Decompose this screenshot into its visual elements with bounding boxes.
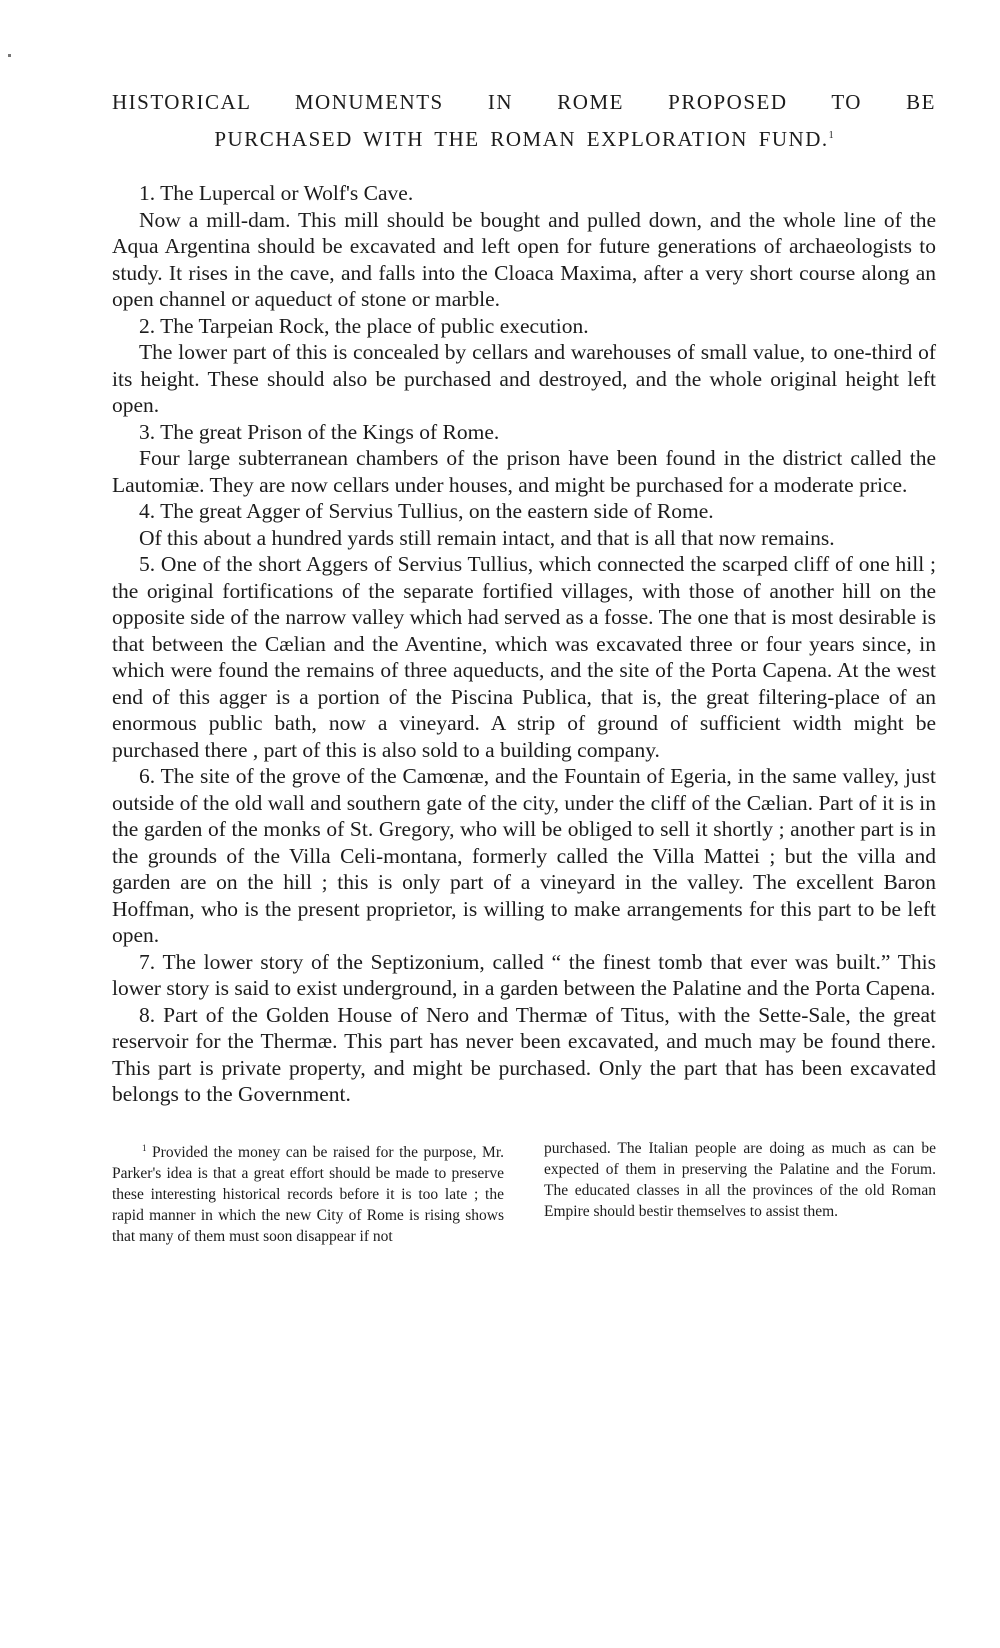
item-4-heading: 4. The great Agger of Servius Tullius, on the eastern side of Rome. <box>139 499 714 523</box>
item-1-body: Now a mill-dam. This mill should be bought and pulled down, and the whole line of the Aqua Argentina should be excavated and left open for future generations of archaeologists to study. It rises in the cave, and falls into the Cloaca Maxima, after a very short course along an open channel or aqueduct of stone or marble. <box>112 207 936 311</box>
item-8-paragraph: 8. Part of the Golden House of Nero and Thermæ of Titus, with the Sette-Sale, the great reservoir for the Thermæ. This part has never been excavated, and much may be found there. This part is private property, and might be purchased. Only the part that has been excavated belongs to the Government. <box>112 1002 936 1106</box>
title-footnote-ref: 1 <box>828 130 834 141</box>
title-line-2-text: PURCHASED WITH THE ROMAN EXPLORATION FUND. <box>214 127 829 151</box>
item-3-heading: 3. The great Prison of the Kings of Rome. <box>139 419 500 444</box>
item-1-heading: 1. The Lupercal or Wolf's Cave. <box>139 181 414 205</box>
footnote-text-1: Provided the money can be raised for the purpose, Mr. Parker's idea is that a great effort should be made to preserve these interesting historical records before it is too late ; the rapid manner in which the new City of Rome is rising shows that many of them must soon disappear if not <box>112 1143 505 1245</box>
item-7-paragraph: 7. The lower story of the Septizonium, called “ the finest tomb that ever was built.” This lower story is said to exist underground, in a garden between the Palatine and the Porta Capena. <box>112 949 936 1000</box>
footnote-column-1 <box>112 1138 504 1247</box>
footnote-column-2 <box>544 1138 936 1247</box>
scan-speck <box>8 54 11 57</box>
item-2-body: The lower part of this is concealed by cellars and warehouses of small value, to one-third of its height. These should also be purchased and destroyed, and the whole original height left open. <box>112 340 936 417</box>
item-2-heading: 2. The Tarpeian Rock, the place of public execution. <box>139 313 589 338</box>
footnote-text-2: purchased. The Italian people are doing as much as can be expected of them in preserving the Palatine and the Forum. The educated classes in all the provinces of the old Roman Empire should bestir themselves to assist them. <box>544 1139 936 1220</box>
item-6-paragraph: 6. The site of the grove of the Camœnæ, and the Fountain of Egeria, in the same valley, just outside of the old wall and southern gate of the city, under the cliff of the Cælian. Part of it is in the garden of the monks of St. Gregory, who will be obliged to sell it shortly ; another part is in the grounds of the Villa Celi-montana, formerly called the Villa Mattei ; but the villa and garden are on the hill ; this is only part of a vineyard in the valley. The excellent Baron Hoffman, who is the present proprietor, is willing to make arrangements for this part to be left open. <box>112 764 936 947</box>
footnote <box>112 1138 936 1247</box>
page-title <box>112 86 936 156</box>
document-page <box>112 86 936 1247</box>
monument-list <box>112 180 936 1108</box>
item-5-paragraph: 5. One of the short Aggers of Servius Tullius, which connected the scarped cliff of one hill ; the original fortifications of the separate fortified villages, with those of another hill on the opposite side of the narrow valley which had served as a fosse. The one that is most desirable is that between the Cælian and the Aventine, which was excavated three or four years since, in which were found the remains of three aqueducts, and the site of the Porta Capena. At the west end of this agger is a portion of the Piscina Publica, that is, the great filtering-place of an enormous public bath, now a vineyard. A strip of ground of sufficient width might be purchased there , part of this is also sold to a building company. <box>112 552 936 762</box>
title-line-2 <box>112 119 936 156</box>
title-line-1: HISTORICAL MONUMENTS IN ROME PROPOSED TO BE <box>112 90 936 114</box>
item-3-body: Four large subterranean chambers of the prison have been found in the district called the Lautomiæ. They are now cellars under houses, and might be purchased for a moderate price. <box>112 446 936 497</box>
item-4-body: Of this about a hundred yards still remain intact, and that is all that now remains. <box>139 525 835 550</box>
footnote-marker: 1 <box>142 1142 147 1153</box>
